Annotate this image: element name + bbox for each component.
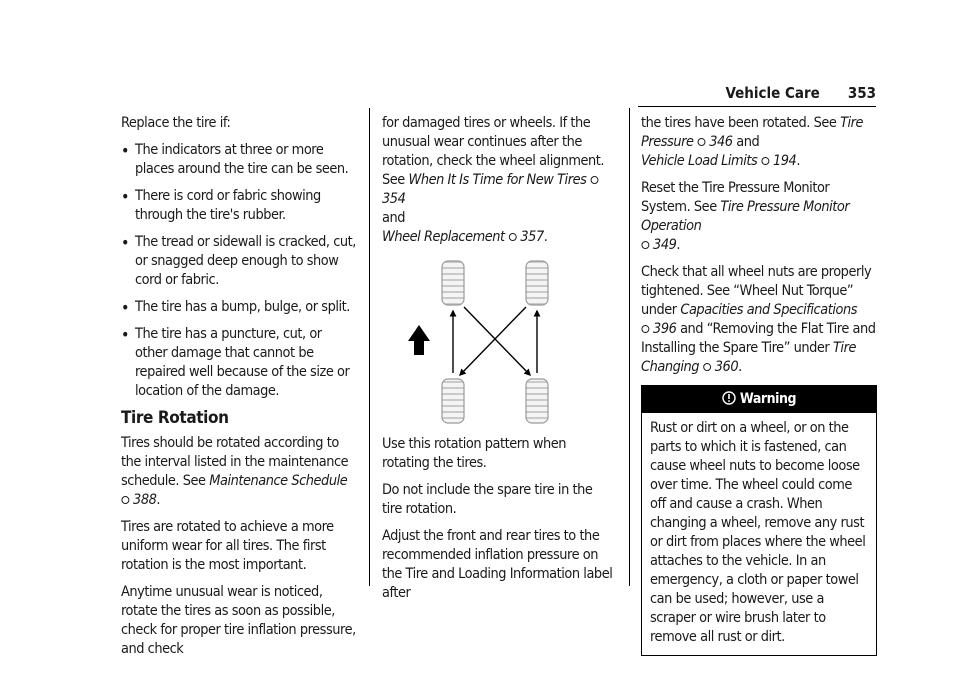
xref-arrow-icon: ⭘	[641, 323, 650, 336]
section-title: Vehicle Care	[725, 84, 820, 102]
warning-box	[641, 385, 877, 656]
tire-front-left	[442, 261, 464, 305]
replace-intro: Replace the tire if:	[121, 115, 231, 131]
xref-link[interactable]: Wheel Replacement	[382, 229, 505, 245]
warning-text: Rust or dirt on a wheel, or on the parts to which it is fastened, can cause wheel nuts to become loose over time. The wheel could come off and cause a crash. When changing a wheel, remove any rust or dirt from places where the wheel attaches to the vehicle. In an emergency, a cloth or paper towel can be used; however, use a scraper or wire brush later to remove all rust or dirt.	[650, 420, 866, 645]
xref-link[interactable]: When It Is Time for New Tires	[408, 172, 587, 188]
paragraph: Adjust the front and rear tires to the recommended inflation pressure on the Tire and Loading Information label after	[382, 528, 613, 601]
xref-link[interactable]: Vehicle Load Limits	[641, 153, 758, 169]
arrow-front-left-to-rear-right	[464, 307, 530, 375]
tire-rear-right	[526, 379, 548, 423]
paragraph: Use this rotation pattern when rotating the tires.	[382, 436, 566, 471]
xref-link[interactable]: Tire Pressure	[641, 115, 864, 150]
column-1	[121, 114, 357, 667]
warning-title: Warning	[739, 391, 797, 407]
paragraph: Do not include the spare tire in the tire rotation.	[382, 482, 593, 517]
list-item: • The indicators at three or more places around the tire can be seen.	[121, 141, 357, 179]
replace-list	[121, 141, 357, 401]
header-rule	[638, 106, 876, 107]
warning-icon	[722, 391, 736, 405]
tire-front-right	[526, 261, 548, 305]
paragraph: Tires should be rotated according to the interval listed in the maintenance schedule. See Maintenance Schedule ⭘ 388.	[121, 435, 349, 508]
xref-arrow-icon: ⭘	[697, 136, 706, 149]
xref-page[interactable]: 360	[714, 359, 739, 375]
tire-rear-left	[442, 379, 464, 423]
tire-rotation-diagram	[400, 259, 590, 425]
list-item: • There is cord or fabric showing through the tire's rubber.	[121, 187, 357, 225]
xref-link[interactable]: Capacities and Specifications	[680, 302, 857, 318]
page-number: 353	[847, 84, 876, 102]
xref-link[interactable]: Tire Pressure Monitor Operation	[641, 199, 850, 234]
xref-page[interactable]: 354	[382, 191, 406, 207]
warning-header	[642, 386, 876, 413]
paragraph: Check that all wheel nuts are properly tightened. See “Wheel Nut Torque” under Capacities and Specifications ⭘ 396 and “Removing the Flat Tire and Installing the Spare Tire” under Tire Changing ⭘ 360.	[641, 264, 876, 375]
xref-page[interactable]: 194	[772, 153, 797, 169]
list-item: • The tire has a puncture, cut, or other damage that cannot be repaired well because of the size or location of the damage.	[121, 325, 357, 401]
xref-arrow-icon: ⭘	[641, 239, 650, 252]
forward-direction-icon	[408, 325, 430, 355]
paragraph: Anytime unusual wear is noticed, rotate the tires as soon as possible, check for proper tire inflation pressure, and check	[121, 584, 356, 657]
list-item: • The tread or sidewall is cracked, cut, or snagged deep enough to show cord or fabric.	[121, 233, 357, 290]
xref-page[interactable]: 346	[709, 134, 733, 150]
xref-link[interactable]: Tire Changing	[641, 340, 856, 375]
paragraph: Reset the Tire Pressure Monitor System. See Tire Pressure Monitor Operation ⭘ 349.	[641, 180, 850, 253]
xref-arrow-icon: ⭘	[702, 361, 712, 374]
column-2	[382, 114, 615, 611]
xref-page[interactable]: 357	[520, 229, 544, 245]
list-item: • The tire has a bump, bulge, or split.	[121, 298, 357, 317]
xref-page[interactable]: 349	[653, 237, 677, 253]
page-header	[726, 84, 876, 102]
section-heading: Tire Rotation	[121, 408, 229, 428]
paragraph: the tires have been rotated. See Tire Pressure ⭘ 346 and Vehicle Load Limits ⭘ 194.	[641, 115, 864, 169]
column-3	[641, 114, 877, 656]
paragraph: for damaged tires or wheels. If the unusual wear continues after the rotation, check the wheel alignment. See When It Is Time for New Tires ⭘ 354 and Wheel Replacement ⭘ 357.	[382, 115, 605, 245]
arrow-front-right-to-rear-left	[460, 307, 526, 375]
xref-arrow-icon: ⭘	[121, 494, 130, 507]
xref-link[interactable]: Maintenance Schedule	[209, 473, 348, 489]
xref-page[interactable]: 396	[653, 321, 677, 337]
column-divider-2	[629, 108, 630, 586]
xref-arrow-icon: ⭘	[508, 231, 517, 244]
xref-arrow-icon: ⭘	[760, 155, 770, 168]
xref-arrow-icon: ⭘	[590, 174, 599, 187]
column-divider-1	[369, 108, 370, 586]
xref-page[interactable]: 388	[133, 492, 157, 508]
paragraph: Tires are rotated to achieve a more uniform wear for all tires. The first rotation is the most important.	[121, 519, 334, 573]
